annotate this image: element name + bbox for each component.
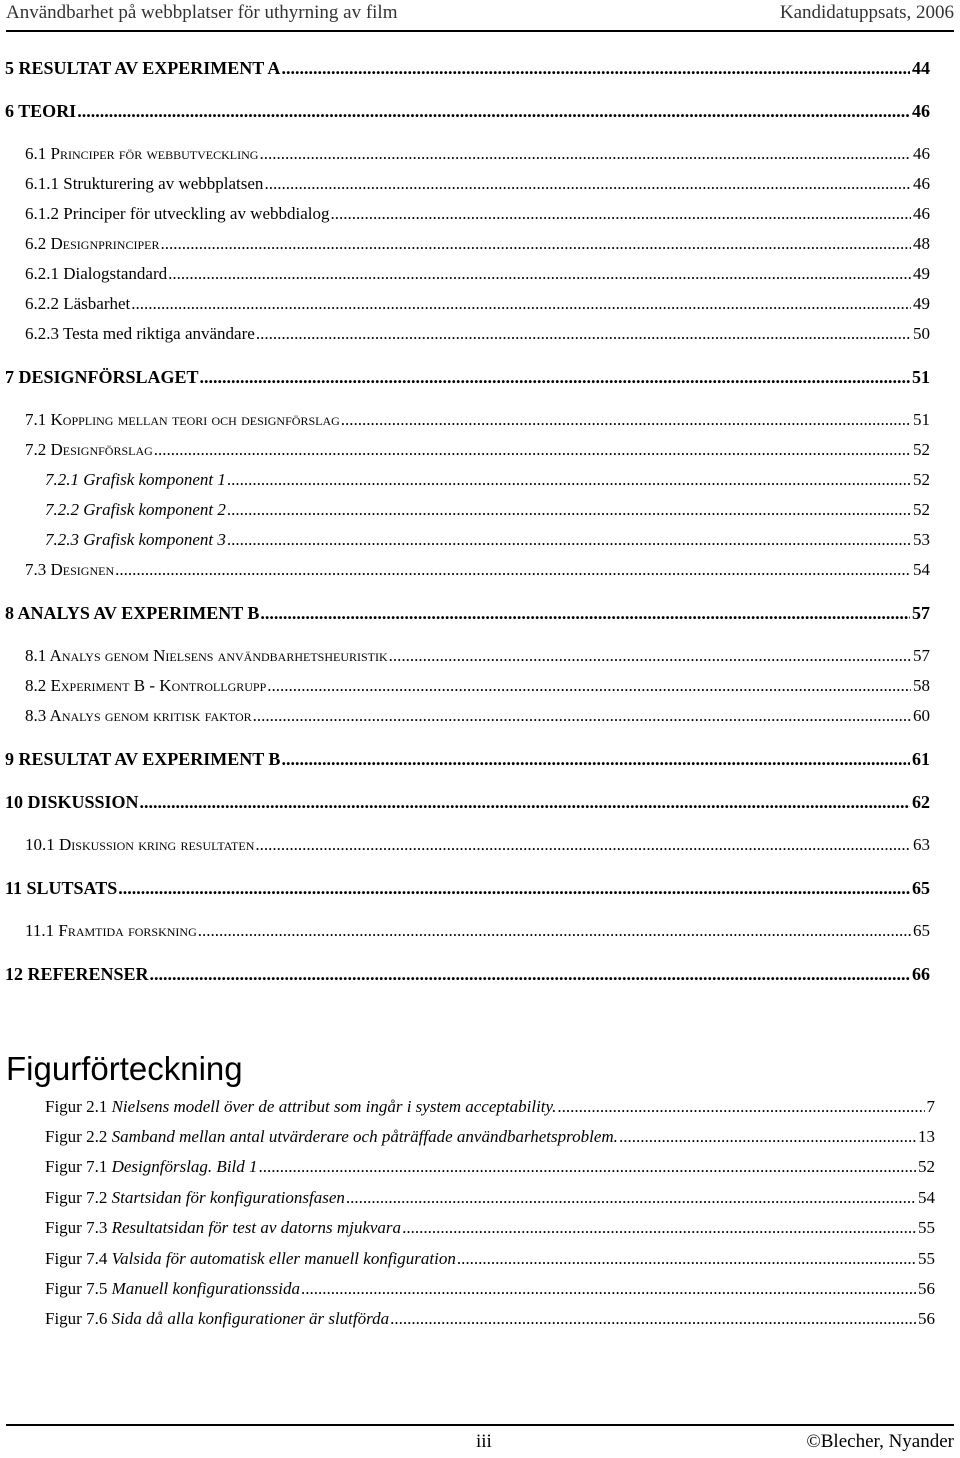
toc-entry[interactable]: 7 DESIGNFÖRSLAGET ..... 51 [0, 367, 960, 391]
page-number: iii [476, 1431, 492, 1452]
toc-entry[interactable]: 6.1.1 Strukturering av webbplatsen ..... 46 [0, 174, 960, 198]
dot-leader [281, 58, 910, 79]
figure-entry[interactable]: Figur 7.1 Designförslag. Bild 1 ..... 52 [0, 1157, 960, 1181]
dot-leader [255, 835, 911, 855]
dot-leader [260, 603, 910, 624]
toc-entry[interactable]: 10 DISKUSSION ..... 62 [0, 792, 960, 816]
dot-leader [118, 878, 910, 899]
toc-entry[interactable]: 7.2 Designförslag ..... 52 [0, 440, 960, 464]
dot-leader [259, 1157, 916, 1177]
dot-leader [150, 964, 910, 985]
toc-entry[interactable]: 7.1 Koppling mellan teori och designförslag ..... 51 [0, 410, 960, 434]
toc-entry[interactable]: 7.2.3 Grafisk komponent 3 ..... 53 [0, 530, 960, 554]
toc-entry[interactable]: 6.2 Designprinciper ..... 48 [0, 234, 960, 258]
toc-entry[interactable]: 6.2.3 Testa med riktiga användare ..... 50 [0, 324, 960, 348]
dot-leader [77, 101, 910, 122]
figure-entry[interactable]: Figur 2.2 Samband mellan antal utvärderare och påträffade användbarhetsproblem. ..... 13 [0, 1127, 960, 1151]
dot-leader [619, 1127, 916, 1147]
dot-leader [267, 676, 911, 696]
dot-leader [115, 560, 911, 580]
figure-entry[interactable]: Figur 7.2 Startsidan för konfigurationsfasen ..... 54 [0, 1188, 960, 1212]
toc-entry[interactable]: 11 SLUTSATS ..... 65 [0, 878, 960, 902]
figure-entry[interactable]: Figur 7.4 Valsida för automatisk eller manuell konfiguration ..... 55 [0, 1249, 960, 1273]
toc-entry[interactable]: 7.2.2 Grafisk komponent 2 ..... 52 [0, 500, 960, 524]
toc-entry[interactable]: 6.2.2 Läsbarhet ..... 49 [0, 294, 960, 318]
dot-leader [253, 706, 911, 726]
page-header [6, 0, 954, 32]
toc-entry[interactable]: 6.1.2 Principer för utveckling av webbdialog ..... 46 [0, 204, 960, 228]
dot-leader [264, 174, 911, 194]
dot-leader [557, 1097, 924, 1117]
toc-entry[interactable]: 6.2.1 Dialogstandard ..... 49 [0, 264, 960, 288]
figures-heading: Figurförteckning [6, 1050, 243, 1087]
toc-entry[interactable]: 8.3 Analys genom kritisk faktor ..... 60 [0, 706, 960, 730]
dot-leader [140, 792, 910, 813]
document-subtitle: Kandidatuppsats, 2006 [779, 2, 954, 23]
dot-leader [341, 410, 911, 430]
dot-leader [227, 470, 911, 490]
dot-leader [389, 646, 911, 666]
toc-entry[interactable]: 8 ANALYS AV EXPERIMENT B ..... 57 [0, 603, 960, 627]
dot-leader [331, 204, 911, 224]
copyright-notice: ©Blecher, Nyander [806, 1431, 954, 1452]
toc-entry[interactable]: 6 TEORI ..... 46 [0, 101, 960, 125]
dot-leader [227, 530, 911, 550]
dot-leader [200, 367, 910, 388]
dot-leader [402, 1218, 916, 1238]
dot-leader [457, 1249, 916, 1269]
figure-entry[interactable]: Figur 7.6 Sida då alla konfigurationer är slutförda ..... 56 [0, 1309, 960, 1333]
toc-entry[interactable]: 6.1 Principer för webbutveckling ..... 46 [0, 144, 960, 168]
toc-entry[interactable]: 7.3 Designen ..... 54 [0, 560, 960, 584]
dot-leader [346, 1188, 916, 1208]
toc-entry[interactable]: 10.1 Diskussion kring resultaten ..... 63 [0, 835, 960, 859]
toc-entry[interactable]: 5 RESULTAT AV EXPERIMENT A ..... 44 [0, 58, 960, 82]
figure-entry[interactable]: Figur 2.1 Nielsens modell över de attribut som ingår i system acceptability. ..... 7 [0, 1097, 960, 1121]
toc-entry[interactable]: 9 RESULTAT AV EXPERIMENT B ..... 61 [0, 749, 960, 773]
figure-entry[interactable]: Figur 7.5 Manuell konfigurationssida ..... 56 [0, 1279, 960, 1303]
dot-leader [160, 234, 911, 254]
dot-leader [256, 324, 911, 344]
toc-entry[interactable]: 8.1 Analys genom Nielsens användbarhetsheuristik ..... 57 [0, 646, 960, 670]
toc-entry[interactable]: 11.1 Framtida forskning ..... 65 [0, 921, 960, 945]
dot-leader [154, 440, 911, 460]
dot-leader [281, 749, 910, 770]
toc-entry[interactable]: 8.2 Experiment B - Kontrollgrupp ..... 58 [0, 676, 960, 700]
dot-leader [227, 500, 911, 520]
dot-leader [131, 294, 911, 314]
toc-entry[interactable]: 7.2.1 Grafisk komponent 1 ..... 52 [0, 470, 960, 494]
document-title: Användbarhet på webbplatser för uthyrning av film [6, 2, 398, 23]
toc-entry[interactable]: 12 REFERENSER ..... 66 [0, 964, 960, 988]
figure-entry[interactable]: Figur 7.3 Resultatsidan för test av datorns mjukvara ..... 55 [0, 1218, 960, 1242]
dot-leader [259, 144, 911, 164]
dot-leader [198, 921, 911, 941]
dot-leader [390, 1309, 916, 1329]
dot-leader [301, 1279, 916, 1299]
dot-leader [168, 264, 911, 284]
page-footer [6, 1424, 954, 1458]
